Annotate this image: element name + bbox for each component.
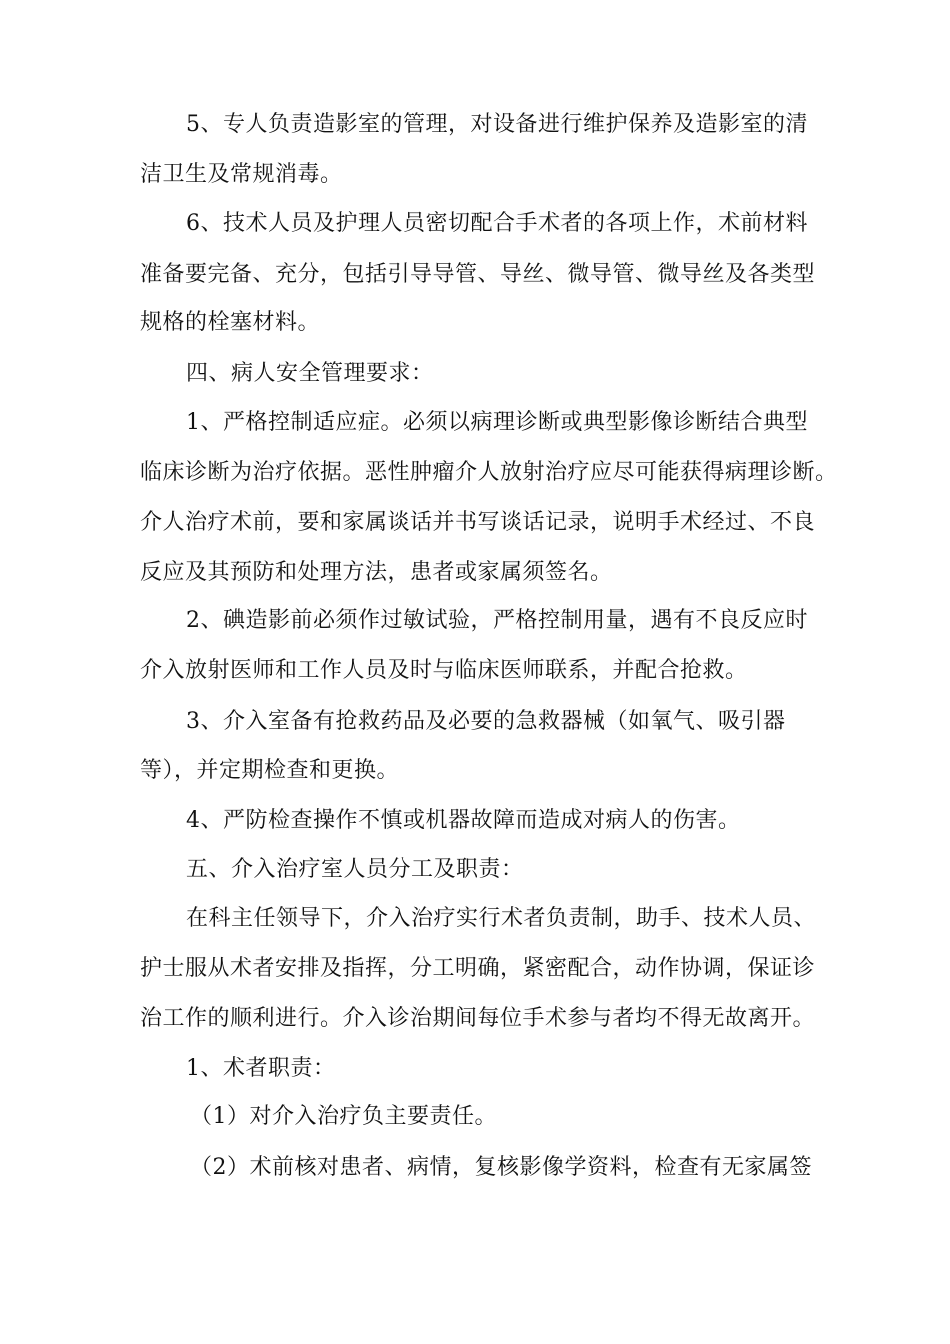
text-line: 在科主任领导下，介入治疗实行术者负责制，助手、技术人员、: [186, 906, 817, 931]
text-line: 3、介入室备有抢救药品及必要的急救器械（如氧气、吸引器: [186, 709, 786, 734]
text-line: 介人治疗术前，要和家属谈话并书写谈话记录，说明手术经过、不良: [140, 510, 816, 535]
subsection-heading: 1、术者职责：: [186, 1056, 336, 1081]
text-line: 4、严防检查操作不慎或机器故障而造成对病人的伤害。: [186, 808, 741, 833]
text-line: 治工作的顺利进行。介入诊治期间每位手术参与者均不得无故离开。: [140, 1006, 816, 1031]
text-line: 反应及其预防和处理方法，患者或家属须签名。: [140, 560, 613, 585]
text-line: 护士服从术者安排及指挥，分工明确，紧密配合，动作协调，保证诊: [140, 956, 816, 981]
text-line: 1、严格控制适应症。必须以病理诊断或典型影像诊断结合典型: [186, 410, 808, 435]
text-line: 介入放射医师和工作人员及时与临床医师联系，并配合抢救。: [140, 658, 748, 683]
text-line: 临床诊断为治疗依据。恶性肿瘤介人放射治疗应尽可能获得病理诊断。: [140, 460, 838, 485]
text-line: 准备要完备、充分，包括引导导管、导丝、微导管、微导丝及各类型: [140, 262, 816, 287]
text-line: 2、碘造影前必须作过敏试验，严格控制用量，遇有不良反应时: [186, 608, 808, 633]
text-line: 6、技术人员及护理人员密切配合手术者的各项上作，术前材料: [186, 211, 808, 236]
section-heading: 四、病人安全管理要求：: [186, 361, 434, 386]
section-heading: 五、介入治疗室人员分工及职责：: [186, 857, 524, 882]
text-line: 洁卫生及常规消毒。: [140, 162, 343, 187]
list-item: （1）对介入治疗负主要责任。: [190, 1104, 497, 1129]
list-item: （2）术前核对患者、病情，复核影像学资料，检查有无家属签: [190, 1155, 812, 1180]
text-line: 规格的栓塞材料。: [140, 310, 321, 335]
text-line: 5、专人负责造影室的管理，对设备进行维护保养及造影室的清: [186, 112, 808, 137]
text-line: 等），并定期检查和更换。: [140, 758, 400, 783]
